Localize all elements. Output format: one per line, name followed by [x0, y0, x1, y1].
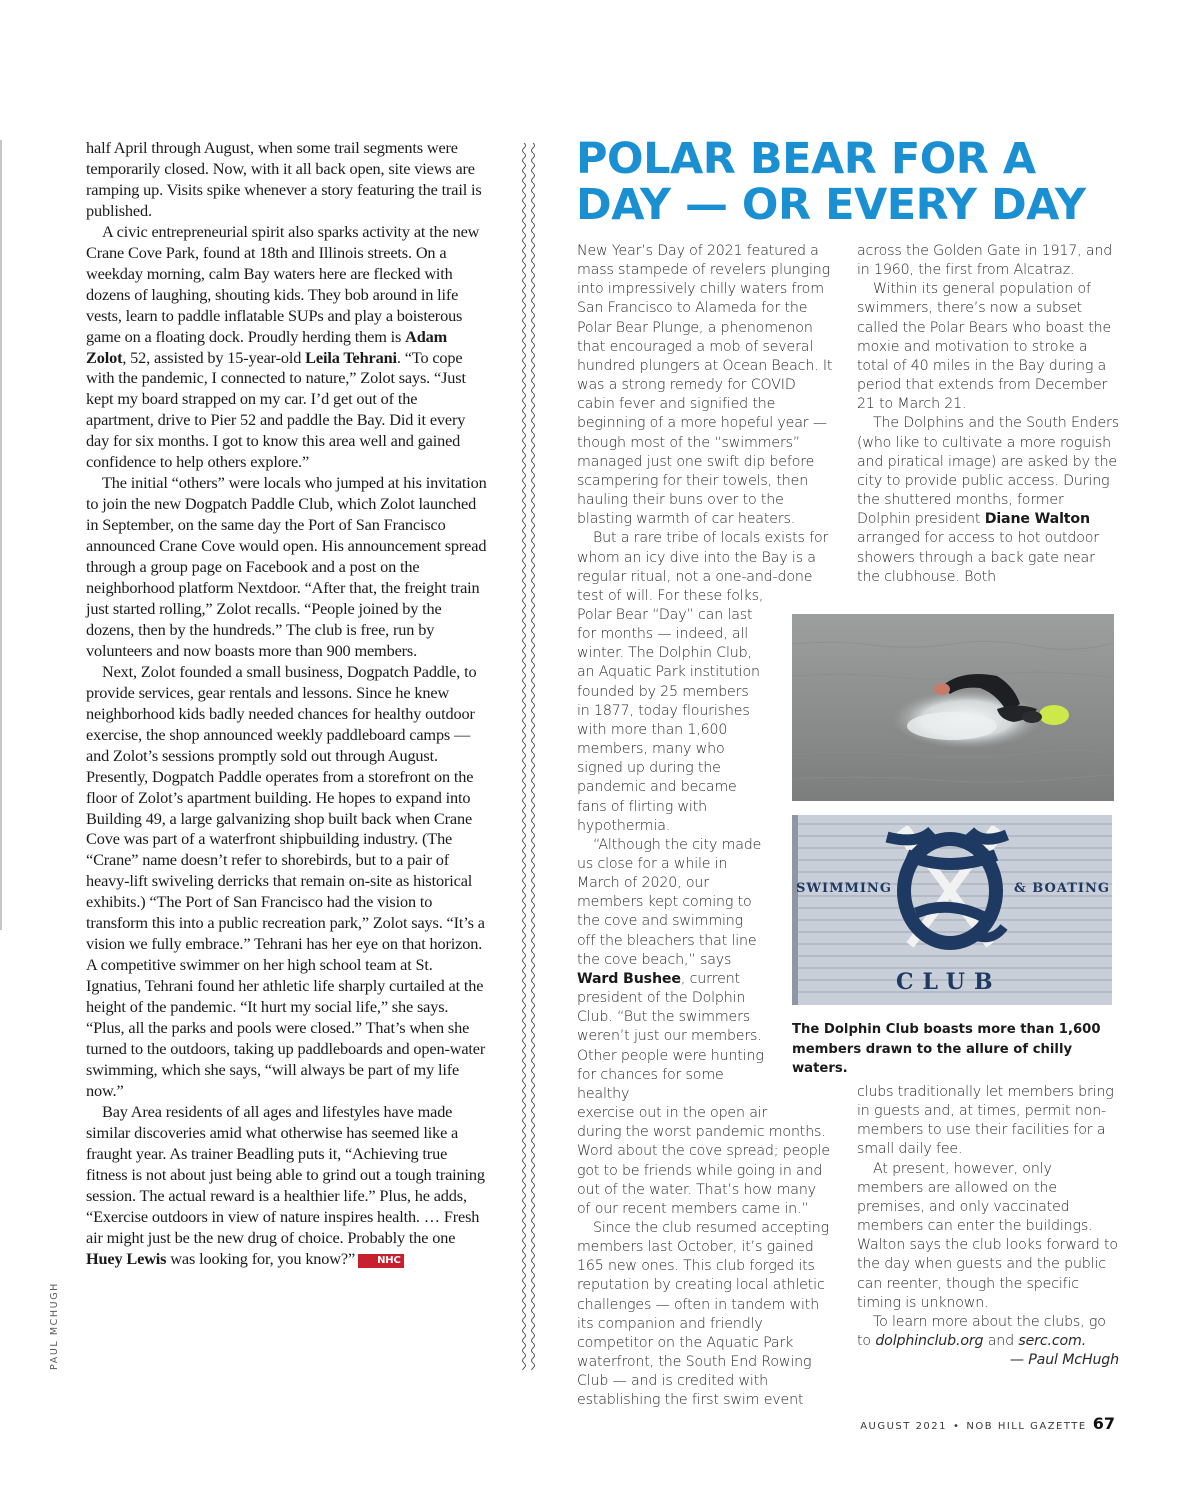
sign-text-club: CLUB [896, 969, 1002, 995]
photo-credit: PAUL MCHUGH [49, 1282, 60, 1370]
author-signature: — Paul McHugh [1009, 1352, 1119, 1369]
end-mark-badge: NHC [358, 1254, 404, 1268]
footer-separator: • [953, 1421, 961, 1432]
left-paragraph-5: Bay Area residents of all ages and lifestyles have made similar discoveries amid what otherwise has seemed like a fraught year. As trainer Beadling puts it, “Achieving true fitness is not about just being able to grind out a tough training session. The actual reward is a healthier life.” Plus, he adds, “Exercise outdoors in view of nature inspires health. … Fresh air might just be the new drug of choice. Probably the one Huey Lewis was looking for, you know?” NHC [86, 1101, 485, 1268]
right-bottom-paragraph-1: clubs traditionally let members bring in guests and, at times, permit non-members to use their facilities for a small daily fee. [857, 1084, 1114, 1158]
right-column-bottom [857, 1083, 1119, 1370]
person-name: Leila Tehrani [305, 347, 397, 367]
headline-line-2: DAY — OR EVERY DAY [576, 180, 1086, 230]
right-column-top [857, 242, 1119, 587]
sign-text-boating: & BOATING [1014, 881, 1110, 896]
mid-paragraph-2-wrap: Polar Bear “Day” can last for months — indeed, all winter. The Dolphin Club, an Aquatic Park institution founded by 25 members in 1877, today flourishes with more than 1,600 members, many who signed up during the pandemic and became fans of flirting with hypothermia. [577, 606, 760, 834]
person-name: Huey Lewis [86, 1248, 167, 1268]
mid-paragraph-1: New Year’s Day of 2021 featured a mass stampede of revelers plunging into impressively chilly waters from San Francisco to Alameda for the Polar Bear Plunge, a phenomenon that encouraged a mob of several hundred plungers at Ocean Beach. It was a strong remedy for COVID cabin fever and signified the beginning of a more hopeful year — though most of the “swimmers” managed just one swift dip before scampering for their towels, then hauling their buns over to the blasting warmth of car heaters. [577, 243, 833, 528]
right-paragraph-3: The Dolphins and the South Enders (who like to cultivate a more roguish and piratical image) are asked by the city to provide public access. During the shuttered months, former Dolphin president Diane Walton arranged for access to hot outdoor showers through a back gate near the clubhouse. Both [857, 415, 1119, 585]
link-dolphinclub[interactable]: dolphinclub.org [875, 1333, 984, 1350]
dolphin-club-sign-photo [792, 815, 1112, 1005]
person-name: Ward Bushee [577, 970, 681, 987]
mid-paragraph-2: But a rare tribe of locals exists for whom an icy dive into the Bay is a regular ritual, not a one-and-done test of will. For these folks, [577, 530, 829, 604]
right-bottom-paragraph-3: To learn more about the clubs, go to dolphinclub.org and serc.com. [857, 1313, 1106, 1350]
footer-publication: NOB HILL GAZETTE [966, 1421, 1087, 1432]
mid-paragraph-3: “Although the city made us close for a while in March of 2020, our members kept coming to the cove and swimming off the bleachers that line the cove beach,” says Ward Bushee, current president of the Dolphin Club. “But the swimmers weren’t just our members. Other people were hunting for chances for some healthy [577, 836, 764, 1102]
right-bottom-paragraph-2: At present, however, only members are allowed on the premises, and only vaccinated members can enter the buildings. Walton says the club looks forward to the day when guests and the public can reenter, though the specific timing is unknown. [857, 1160, 1118, 1311]
page-footer [860, 1414, 1115, 1433]
left-paragraph-2: A civic entrepreneurial spirit also sparks activity at the new Crane Cove Park, found at 18th and Illinois streets. On a weekday morning, calm Bay waters here are flecked with dozens of laughing, shouting kids. They bob around in life vests, learn to paddle inflatable SUPs and play a boisterous game on a floating dock. Proudly herding them is Adam Zolot, 52, assisted by 15-year-old Leila Tehrani. “To cope with the pandemic, I connected to nature,” Zolot says. “Just kept my board strapped on my car. I’d get out of the apartment, drive to Pier 52 and paddle the Bay. Did it every day for six months. I got to know this area well and gained confidence to help others explore.” [86, 221, 480, 472]
wavy-column-divider [521, 143, 537, 1370]
headline-line-1: POLAR BEAR FOR A [576, 134, 1036, 184]
swimmer-photo [792, 614, 1114, 801]
person-name: Adam Zolot [86, 326, 448, 367]
footer-issue: AUGUST 2021 [860, 1421, 948, 1432]
sidebar-headline [576, 136, 1176, 228]
photo-caption: The Dolphin Club boasts more than 1,600 members drawn to the allure of chilly waters. [792, 1022, 1101, 1076]
right-paragraph-1: across the Golden Gate in 1917, and in 1960, the first from Alcatraz. [857, 243, 1113, 279]
person-name: Diane Walton [984, 511, 1090, 528]
sign-text-swimming: SWIMMING [796, 881, 892, 896]
left-paragraph-1: half April through August, when some trail segments were temporarily closed. Now, with it all back open, site views are ramping up. Visits spike whenever a story featuring the trail is published. [86, 138, 482, 220]
mid-paragraph-3-cont: exercise out in the open air during the worst pandemic months. Word about the cove spread; people got to be friends while going in and out of the water. That’s how many of our recent members came in.” [577, 1105, 830, 1217]
link-serc[interactable]: serc.com. [1018, 1333, 1087, 1350]
left-paragraph-4: Next, Zolot founded a small business, Dogpatch Paddle, to provide services, gear rentals and lessons. Since he knew neighborhood kids badly needed chances for healthy outdoor exercise, the shop announced weekly paddleboard camps — and Zolot’s sessions promptly sold out through August. Presently, Dogpatch Paddle operates from a storefront on the floor of Zolot’s apartment building. He hopes to expand into Building 49, a large galvanizing shop built back when Crane Cove was part of a waterfront shipbuilding industry. (The “Crane” name doesn’t refer to shorebirds, but to a pair of heavy-lift swiveling derricks that remain on-site as historical exhibits.) “The Port of San Francisco had the vision to transform this into a public recreation park,” Zolot says. “It’s a vision we fully embrace.” Tehrani has her eye on that horizon. A competitive swimmer on her high school team at St. Ignatius, Tehrani found her athletic life sharply curtailed at the height of the pandemic. “It hurt my social life,” she says. “Plus, all the parks and pools were closed.” That’s when she turned to the outdoors, taking up paddleboards and open-water swimming, which she says, “will always be part of my life now.” [86, 661, 486, 1100]
left-column [86, 138, 488, 1269]
right-paragraph-2: Within its general population of swimmers, there’s now a subset called the Polar Bears who boast the moxie and motivation to stroke a total of 40 miles in the Bay during a period that extends from December 21 to March 21. [857, 281, 1112, 413]
page-edge-line [0, 140, 2, 930]
mid-paragraph-4: Since the club resumed accepting members last October, it’s gained 165 new ones. This club forged its reputation by creating local athletic challenges — often in tandem with its companion and friendly competitor on the Aquatic Park waterfront, the South End Rowing Club — and is credited with establishing the first swim event [577, 1219, 829, 1409]
left-paragraph-3: The initial “others” were locals who jumped at his invitation to join the new Dogpatch Paddle Club, which Zolot launched in September, on the same day the Port of San Francisco announced Crane Cove would open. His announcement spread through a group page on Facebook and a post on the neighborhood platform Nextdoor. “After that, the freight train just started rolling,” Zolot recalls. “People joined by the dozens, then by the hundreds.” The club is free, run by volunteers and now boasts more than 900 members. [86, 473, 487, 660]
page-number: 67 [1092, 1414, 1115, 1433]
